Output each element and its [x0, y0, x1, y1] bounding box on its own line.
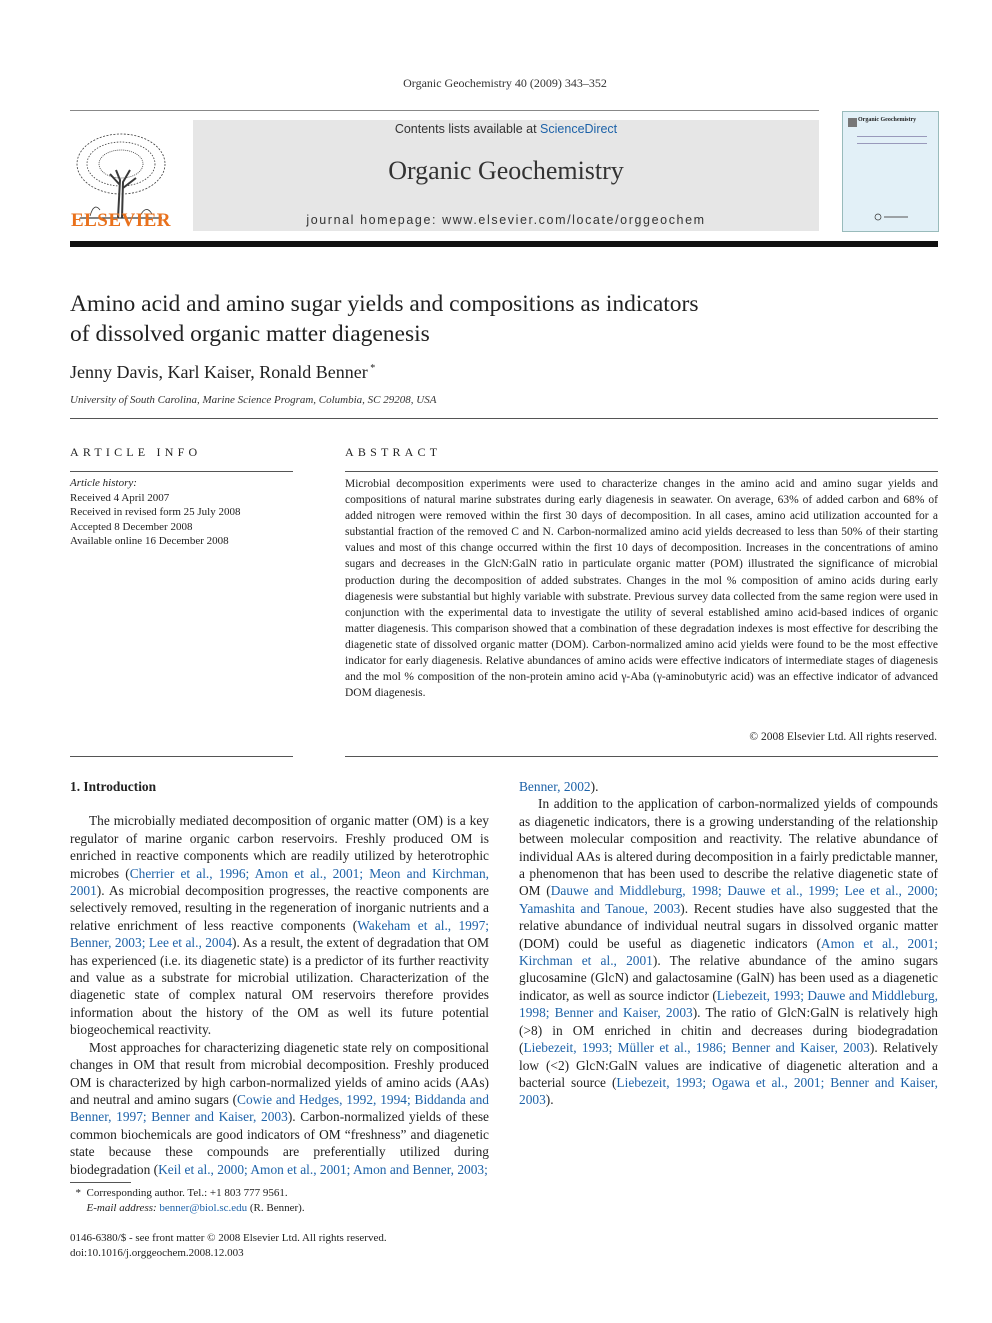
author-list [70, 362, 375, 383]
history-label: Article history: [70, 477, 137, 489]
abstract-bottom-rule [345, 756, 938, 757]
p3-text-e: ). Relatively low (<2) GlcN:GalN values are indicative of diagenetic alteration and a bacterial source ( [519, 1040, 938, 1090]
paragraph-1 [70, 812, 489, 1038]
received-date: Received 4 April 2007 [70, 491, 170, 504]
email-label: E-mail address: [86, 1201, 157, 1214]
top-rule [70, 110, 819, 111]
email-link[interactable]: benner@biol.sc.edu [159, 1201, 248, 1214]
elsevier-wordmark: ELSEVIER [70, 210, 172, 231]
p3-text-d: ). The ratio of GlcN:GalN is relatively high (>8) in OM enriched in chitin and decreases during biodegradation ( [519, 1005, 938, 1056]
abstract-copyright: © 2008 Elsevier Ltd. All rights reserved. [749, 731, 937, 743]
footnote [70, 1186, 490, 1215]
citation-link[interactable]: 2002 [560, 779, 591, 794]
paragraph-2-start [70, 1039, 489, 1178]
email-line [70, 1201, 490, 1216]
affiliation: University of South Carolina, Marine Science Program, Columbia, SC 29208, USA [70, 394, 437, 406]
title-line-2: of dissolved organic matter diagenesis [70, 321, 430, 347]
abstract-text: Microbial decomposition experiments were used to characterize changes in the amino acid and amino sugar yields and compositions of natural marine substrates during early diagenesis in seawater. On average, 63% of added carbon and 68% of added nitrogen were removed within the first 30 days of decomposition. In all cases, amino acid utilization accounted for a substantial fraction of the removed C and N. Carbon-normalized amino acid yields decreased to less than 50% of their starting values and most of this change occurred within the first 10 days of decomposition. Increases in the concentrations of amino sugars and decreases in the GlcN:GalN ratio in particulate organic matter (POM) illustrated the significance of microbial production during the decomposition of added substrates. Changes in the mol % composition of amino acids during early diagenesis were substantial but highly variable with substrate. Previous survey data collected from the same region were used in conjunction with the experimental data to investigate the utility of several established amino acid-based indices of organic matter diagenesis. This comparison showed that a combination of these degradation indexes is most effective for describing the diagenetic state of dissolved organic matter (DOM). Carbon-normalized amino acid yields were found to be the most effective indicator for early diagenesis. Relative abundances of amino acids were effective indicators of intermediate stages of diagenesis and the mol % composition of the non-protein amino acid γ-Aba (γ-aminobutyric acid) was an effective indicator of advanced DOM diagenesis. [345, 478, 938, 700]
corresponding-author-note [70, 1186, 490, 1201]
p2-text-a: Most approaches for characterizing diagenetic state rely on compositional changes in OM that result from microbial decomposition. Freshly produced OM is characterized by high carbon-normalized yields of amino acids (AAs) and neutral and amino sugars ( [70, 1039, 489, 1107]
citation-link[interactable]: Liebezeit, 1993; Ogawa et al., 2001; Benner and Kaiser, 2003 [519, 1074, 938, 1108]
running-head: Organic Geochemistry 40 (2009) 343–352 [403, 76, 607, 90]
article-info-rule [70, 471, 293, 472]
journal-title: Organic Geochemistry [388, 156, 624, 185]
abstract-heading: ABSTRACT [345, 445, 442, 459]
cover-title: Organic Geochemistry [858, 117, 917, 123]
header-thick-rule [70, 241, 938, 247]
contents-prefix: Contents lists available at [394, 122, 541, 136]
body-column-left [70, 778, 489, 1178]
journal-homepage[interactable]: journal homepage: www.elsevier.com/locate/orggeochem [306, 213, 706, 227]
citation-link[interactable]: Cowie and Hedges, 1992, 1994; Biddanda and Benner, 1997; Benner and Kaiser, 2003 [70, 1091, 489, 1125]
cover-rules [857, 136, 927, 144]
issn-line: 0146-6380/$ - see front matter © 2008 Elsevier Ltd. All rights reserved. [70, 1232, 387, 1244]
sciencedirect-link[interactable]: ScienceDirect [540, 122, 618, 136]
p3-text-a: In addition to the application of carbon-normalized yields of compounds as diagenetic indicators, there is a growing understanding of the relationship between molecular composition and reactivity. The relative abundance of individual AAs is altered during decomposition in a fairly predictable manner, a phenomenon that has been used to describe the relative diagenetic state of OM ( [519, 796, 938, 899]
title-line-1: Amino acid and amino sugar yields and compositions as indicators [70, 291, 699, 317]
body-column-right [519, 778, 938, 1109]
citation-link[interactable]: Wakeham et al., 1997; Benner, 2003; Lee et al., 2004 [70, 917, 489, 951]
abstract-rule [345, 471, 938, 472]
p2-text-b: ). Carbon-normalized yields of these common biochemicals are good indicators of OM “freshness” and diagenetic state because these compounds are preferentially utilized during biodegradation ( [70, 1109, 490, 1177]
p2-text-c: ). [590, 779, 599, 794]
paragraph-2-start [519, 778, 938, 795]
p3-text-c: ). The relative abundance of the amino sugars glucosamine (GlcN) and galactosamine (GalN) has been used as a diagenetic indicator, as well as source indictor ( [519, 953, 939, 1003]
accepted-date: Accepted 8 December 2008 [70, 520, 193, 533]
footnote-rule [70, 1182, 131, 1183]
cover-elsevier-icon [868, 213, 912, 221]
authors-text: Jenny Davis, Karl Kaiser, Ronald Benner [70, 362, 368, 382]
paragraph-3 [519, 795, 938, 1108]
cover-tree-icon [848, 118, 857, 127]
online-date: Available online 16 December 2008 [70, 535, 229, 547]
section-heading-introduction: 1. Introduction [70, 779, 157, 794]
citation-link[interactable]: Liebezeit, 1993; Müller et al., 1986; Benner and Kaiser, 2003 [523, 1040, 870, 1056]
affiliation-rule [70, 418, 938, 419]
article-info-heading: ARTICLE INFO [70, 445, 202, 459]
p1-text-a: The microbially mediated decomposition of organic matter (OM) is a key regulator of marine organic carbon reservoirs. Freshly produced OM is enriched in reactive components which are readily utilized by heterotrophic microbes ( [70, 813, 489, 881]
p3-text-f: ). [545, 1092, 554, 1108]
contents-line [193, 122, 819, 136]
revised-date: Received in revised form 25 July 2008 [70, 506, 241, 518]
citation-link[interactable]: Keil et al., 2000; Amon et al., 2001; Amon and Benner, 2003; [158, 1161, 488, 1177]
journal-cover-thumbnail [842, 111, 939, 232]
citation-link[interactable]: Liebezeit, 1993; Dauwe and Middleburg, 1998; Benner and Kaiser, 2003 [519, 987, 938, 1021]
p3-text-b: ). Recent studies have also suggested that the relative abundance of individual neutral sugars in dissolved organic matter (DOM) could be useful as diagenetic indicators ( [519, 900, 938, 951]
citation-link[interactable]: Dauwe and Middleburg, 1998; Dauwe et al., 1999; Lee et al., 2000; Yamashita and Tanoue, 2003 [519, 883, 939, 916]
author-footnote-mark[interactable]: * [370, 363, 376, 374]
citation-link[interactable]: Cherrier et al., 1996; Amon et al., 2001; Meon and Kirchman, 2001 [70, 865, 489, 899]
citation-link[interactable]: Benner, [519, 779, 561, 794]
footnote-mark: * [75, 1187, 81, 1199]
p1-text-c: ). As a result, the extent of degradation that OM has experienced (i.e. its diagenetic state) is a predictor of its further reactivity and value as a substrate for microbial utilization. Characterization of the diagenetic state of complex natural OM reservoirs therefore provides information about the history of the OM as well its future potential biogeochemical reactivity. [70, 935, 489, 1038]
citation-link[interactable]: Amon et al., 2001; Kirchman et al., 2001 [519, 935, 939, 969]
p1-text-b: ). As microbial decomposition progresses, the reactive components are selectively removed, resulting in the regeneration of inorganic nutrients and a relative enrichment of less reactive components ( [70, 883, 489, 933]
doi-line[interactable]: doi:10.1016/j.orggeochem.2008.12.003 [70, 1246, 244, 1259]
article-info-bottom-rule [70, 756, 293, 757]
article-history [70, 476, 293, 549]
front-matter [70, 1231, 387, 1260]
corresponding-text: Corresponding author. Tel.: +1 803 777 9561. [86, 1187, 288, 1199]
email-suffix: (R. Benner). [249, 1201, 305, 1214]
article-title [70, 289, 850, 349]
